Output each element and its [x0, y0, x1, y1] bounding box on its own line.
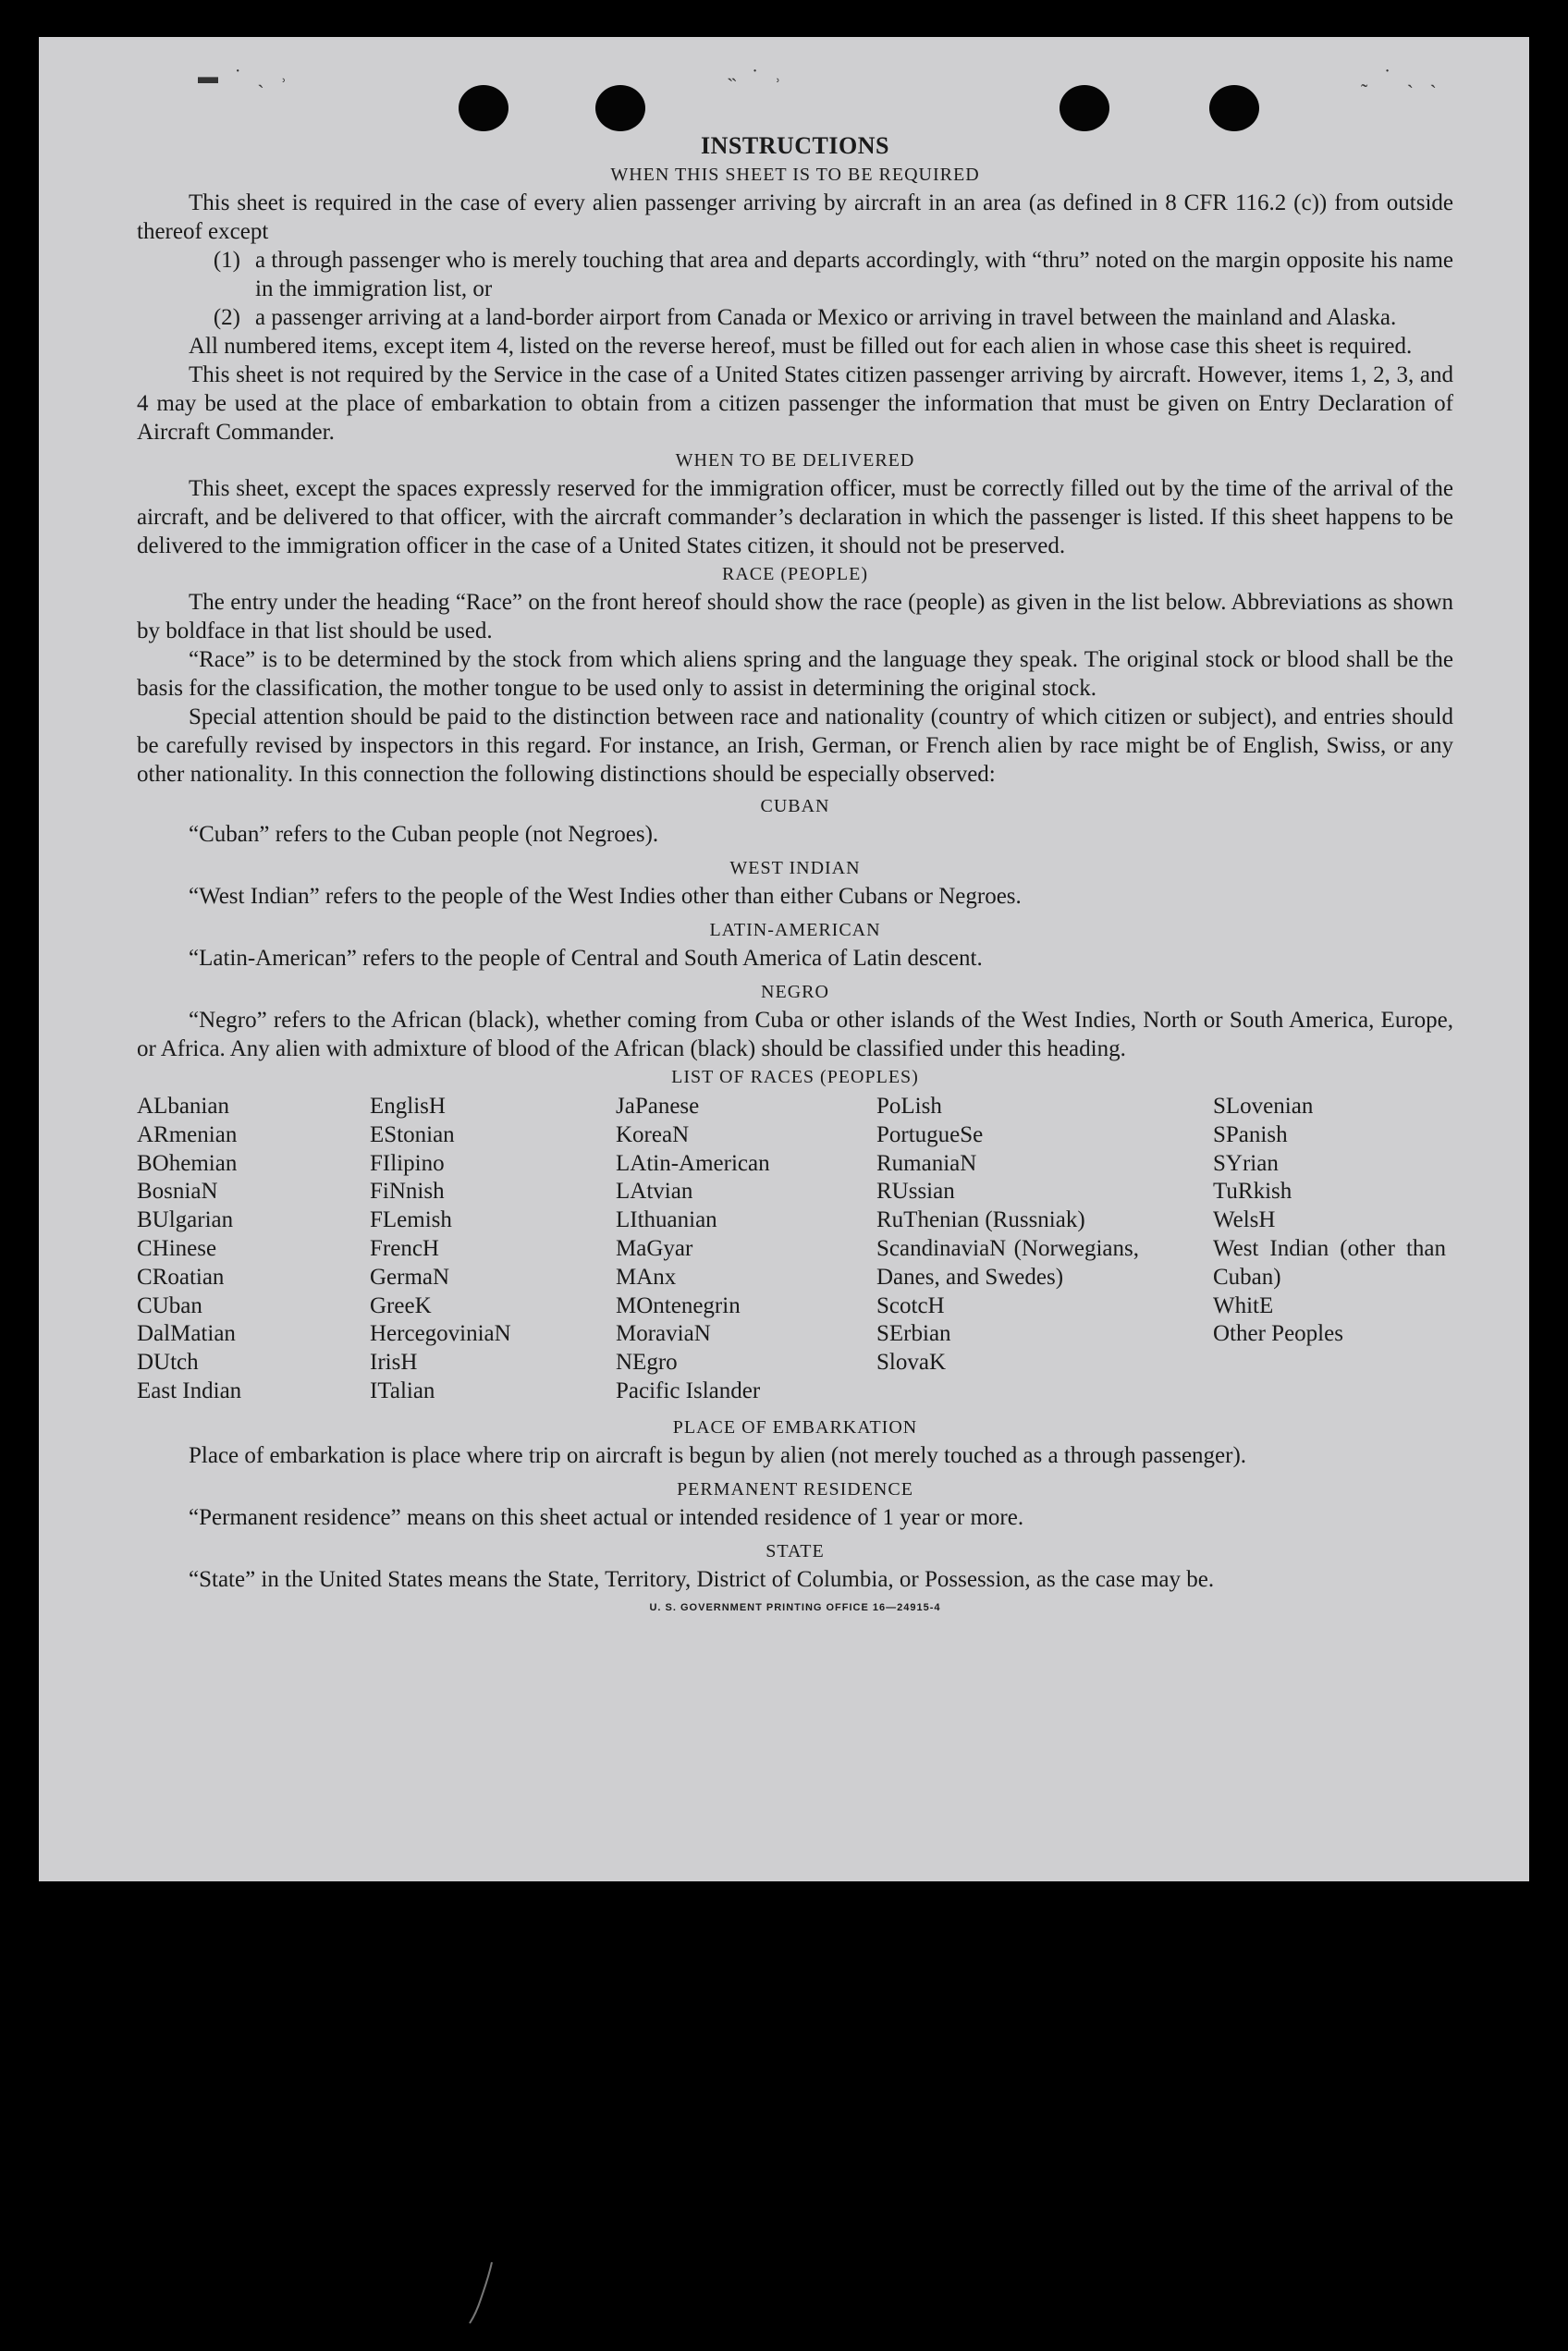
race-entry: SlovaK: [876, 1350, 946, 1376]
race-entry: LAtvian: [616, 1179, 693, 1205]
race-entry: GermaN: [370, 1264, 450, 1290]
race-entry: ScotcH: [876, 1292, 945, 1318]
race-entry: JaPanese: [616, 1094, 700, 1119]
race-entry: NEgro: [616, 1350, 678, 1376]
race-entry: West Indian (other than Cuban): [1213, 1235, 1446, 1290]
race-entry: CUban: [137, 1292, 202, 1318]
race-paragraph: Special attention should be paid to the distinction between race and nationality (country of which citizen or subject), and entries should be carefully revised by inspectors in this regard. For instance, an Irish, German, or French alien by race might be of English, Swiss, or any other nationality. In this connection the following distinctions should be especially observed:: [137, 704, 1453, 787]
races-column: [370, 1093, 616, 1406]
race-entry: SErbian: [876, 1321, 951, 1347]
race-entry: ITalian: [370, 1378, 435, 1403]
embarkation-text: Place of embarkation is place where trip on aircraft is begun by alien (not merely touched as a through passenger).: [189, 1442, 1247, 1468]
race-entry: MAnx: [616, 1264, 677, 1290]
definition-text-negro: “Negro” refers to the African (black), whether coming from Cuba or other islands of the West Indies, North or South America, Europe, or Africa. Any alien with admixture of blood of the African (black) should be classified under this heading.: [137, 1008, 1453, 1061]
exception-number: (2): [213, 305, 240, 330]
race-entry: ALbanian: [137, 1094, 229, 1119]
race-entry: SYrian: [1213, 1150, 1279, 1176]
state-text: “State” in the United States means the State, Territory, District of Columbia, or Possession, as the case may be.: [189, 1566, 1215, 1592]
punch-hole: [595, 85, 645, 131]
race-entry: FIlipino: [370, 1150, 445, 1176]
race-entry: East Indian: [137, 1378, 242, 1403]
section-heading-delivered: WHEN TO BE DELIVERED: [675, 450, 915, 471]
race-entry: SPanish: [1213, 1121, 1288, 1147]
race-paragraph: “Race” is to be determined by the stock from which aliens spring and the language they speak. The original stock or blood shall be the basis for the classification, the mother tongue to be used only to assist in determining the original stock.: [137, 647, 1453, 701]
race-entry: BosniaN: [137, 1179, 218, 1205]
exception-text: a passenger arriving at a land-border airport from Canada or Mexico or arriving in travel between the mainland and Alaska.: [255, 305, 1397, 330]
race-entry: Pacific Islander: [616, 1378, 761, 1403]
race-entry: SLovenian: [1213, 1094, 1314, 1119]
races-column: [616, 1093, 876, 1406]
race-entry: CHinese: [137, 1235, 217, 1261]
exception-text: a through passenger who is merely touching that area and departs accordingly, with “thru” noted on the margin opposite his name in the immigration list, or: [255, 248, 1453, 301]
races-list-heading: LIST OF RACES (PEOPLES): [671, 1067, 919, 1087]
race-entry: KoreaN: [616, 1121, 690, 1147]
required-citizen-note: This sheet is not required by the Service in the case of a United States citizen passenger arriving by aircraft. However, items 1, 2, 3, and 4 may be used at the place of embarkation to obtain from a citizen passenger the information that must be given on Entry Declaration of Aircraft Commander.: [137, 362, 1453, 445]
race-entry: CRoatian: [137, 1264, 225, 1290]
residence-text: “Permanent residence” means on this sheet actual or intended residence of 1 year or more.: [189, 1504, 1024, 1530]
instructions-title: INSTRUCTIONS: [701, 132, 889, 159]
race-entry: GreeK: [370, 1292, 432, 1318]
exception-number: (1): [213, 248, 240, 273]
section-heading-residence: PERMANENT RESIDENCE: [677, 1478, 913, 1500]
exception-item: [137, 303, 1453, 332]
race-entry: RuThenian (Russniak): [876, 1207, 1085, 1233]
definition-heading-cuban: CUBAN: [760, 796, 830, 816]
stray-pen-mark: [464, 2260, 501, 2325]
definition-heading-latin-american: LATIN-AMERICAN: [709, 920, 881, 940]
section-heading-state: STATE: [766, 1540, 825, 1561]
paper-speck: ▬ ˙ ˏ ˒: [198, 65, 293, 88]
paper-speck: ˵ ˙ ˒: [729, 65, 787, 88]
race-entry: FiNnish: [370, 1179, 445, 1205]
race-entry: MaGyar: [616, 1235, 693, 1261]
race-entry: WhitE: [1213, 1292, 1274, 1318]
race-entry: EnglisH: [370, 1094, 446, 1119]
definition-heading-west-indian: WEST INDIAN: [729, 858, 861, 878]
race-entry: MoraviaN: [616, 1321, 711, 1347]
race-entry: ScandinaviaN (Norwegians, Danes, and Swedes): [876, 1235, 1139, 1290]
race-entry: MOntenegrin: [616, 1292, 741, 1318]
required-numbered-items: All numbered items, except item 4, listed on the reverse hereof, must be filled out for each alien in whose case this sheet is required.: [189, 334, 1413, 359]
race-entry: WelsH: [1213, 1207, 1276, 1233]
instructions-content: [137, 131, 1453, 1622]
races-column: [137, 1093, 370, 1406]
race-entry: DUtch: [137, 1350, 199, 1376]
race-entry: ARmenian: [137, 1121, 238, 1147]
section-heading-embarkation: PLACE OF EMBARKATION: [672, 1416, 918, 1438]
paper-speck: ˷ ˙ ˏ ˏ: [1361, 65, 1442, 88]
races-column: [1213, 1093, 1453, 1406]
punch-hole: [1060, 85, 1109, 131]
race-entry: EStonian: [370, 1121, 455, 1147]
race-entry: BOhemian: [137, 1150, 238, 1176]
race-entry: PoLish: [876, 1094, 942, 1119]
race-entry: PortugueSe: [876, 1121, 984, 1147]
race-entry: TuRkish: [1213, 1179, 1292, 1205]
race-entry: LIthuanian: [616, 1207, 717, 1233]
race-entry: DalMatian: [137, 1321, 236, 1347]
race-entry: RumaniaN: [876, 1150, 977, 1176]
section-heading-race: RACE (PEOPLE): [722, 564, 868, 584]
race-entry: IrisH: [370, 1350, 418, 1376]
document-sheet: [39, 37, 1529, 1881]
punch-hole: [1209, 85, 1259, 131]
definition-heading-negro: NEGRO: [761, 982, 829, 1002]
race-entry: FrencH: [370, 1235, 439, 1261]
exception-item: [137, 246, 1453, 303]
race-entry: HercegoviniaN: [370, 1321, 511, 1347]
race-entry: Other Peoples: [1213, 1321, 1343, 1347]
races-list: [137, 1093, 1453, 1406]
race-entry: FLemish: [370, 1207, 452, 1233]
section-heading-required: WHEN THIS SHEET IS TO BE REQUIRED: [610, 165, 980, 185]
race-entry: RUssian: [876, 1179, 955, 1205]
race-entry: LAtin-American: [616, 1150, 770, 1176]
definition-text-latin-american: “Latin-American” refers to the people of Central and South America of Latin descent.: [189, 946, 983, 971]
printing-office-footer: U. S. GOVERNMENT PRINTING OFFICE 16—24915-4: [649, 1601, 941, 1613]
race-entry: BUlgarian: [137, 1207, 234, 1233]
required-intro: This sheet is required in the case of every alien passenger arriving by aircraft in an area (as defined in 8 CFR 116.2 (c)) from outside thereof except: [137, 190, 1453, 244]
race-paragraph: The entry under the heading “Race” on the front hereof should show the race (people) as given in the list below. Abbreviations as shown by boldface in that list should be used.: [137, 590, 1453, 643]
definition-text-west-indian: “West Indian” refers to the people of the West Indies other than either Cubans or Negroes.: [189, 884, 1022, 909]
races-column: [876, 1093, 1213, 1406]
punch-hole: [459, 85, 508, 131]
delivered-text: This sheet, except the spaces expressly reserved for the immigration officer, must be correctly filled out by the time of the arrival of the aircraft, and be delivered to that officer, with the aircraft commander’s declaration in which the passenger is listed. If this sheet happens to be delivered to the immigration officer in the case of a United States citizen, it should not be preserved.: [137, 476, 1453, 558]
definition-text-cuban: “Cuban” refers to the Cuban people (not Negroes).: [189, 822, 659, 847]
